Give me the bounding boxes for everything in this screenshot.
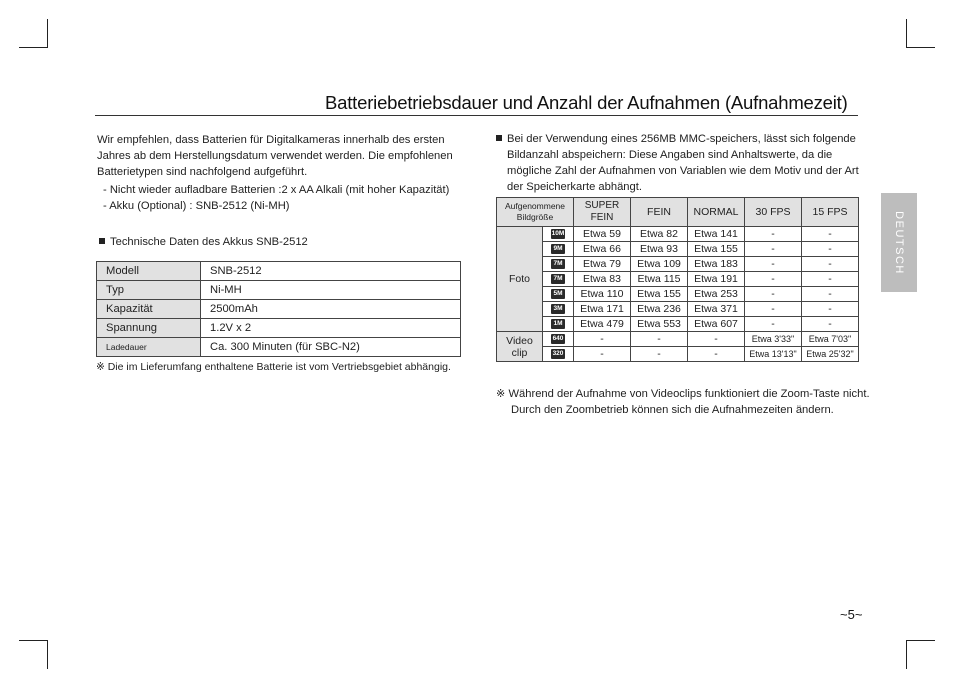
video-rows [497, 332, 859, 362]
spec-key: Modell [97, 262, 201, 281]
table-row [97, 338, 461, 357]
spec-key: Kapazität [97, 300, 201, 319]
capacity-cell: - [745, 272, 802, 287]
image-size-icon: 5M [551, 289, 565, 299]
table-row [97, 262, 461, 281]
right-intro-text: Bei der Verwendung eines 256MB MMC-speichers, lässt sich folgende [507, 133, 856, 145]
battery-types-list [103, 182, 449, 214]
capacity-cell: Etwa 79 [574, 257, 631, 272]
image-size-icon: 640 [552, 335, 564, 343]
table-row [97, 300, 461, 319]
recording-capacity-table [496, 197, 859, 362]
capacity-cell: - [802, 257, 859, 272]
capacity-cell: Etwa 155 [631, 287, 688, 302]
image-size-icon: 3M [551, 304, 565, 314]
table-row [497, 257, 859, 272]
bullet-square-icon [496, 135, 502, 141]
table-row [497, 227, 859, 242]
capacity-cell: Etwa 7'03" [802, 332, 859, 347]
capacity-cell: Etwa 115 [631, 272, 688, 287]
capacity-cell: Etwa 83 [574, 272, 631, 287]
capacity-cell: - [574, 347, 631, 362]
page-title: Batteriebetriebsdauer und Anzahl der Aufnahmen (Aufnahmezeit) [325, 92, 848, 113]
capacity-cell: Etwa 109 [631, 257, 688, 272]
header-30fps: 30 FPS [745, 198, 802, 227]
capacity-cell: Etwa 93 [631, 242, 688, 257]
table-header-row [497, 198, 859, 227]
spec-key: Typ [97, 281, 201, 300]
size-icon-cell [543, 332, 574, 347]
capacity-cell: Etwa 479 [574, 317, 631, 332]
capacity-cell: Etwa 155 [688, 242, 745, 257]
table-row [497, 332, 859, 347]
left-intro-line: Jahres ab dem Herstellungsdatum verwendet werden. Die empfohlenen [97, 150, 453, 162]
image-size-icon: 7M [551, 274, 565, 284]
language-side-tab-label: DEUTSCH [893, 210, 905, 275]
page-number: ~5~ [840, 607, 863, 622]
spec-value: 2500mAh [201, 300, 461, 319]
size-icon-cell [543, 227, 574, 242]
crop-mark-top-right-h [906, 47, 935, 48]
capacity-cell: Etwa 13'13" [745, 347, 802, 362]
capacity-cell: - [745, 242, 802, 257]
crop-mark-bottom-right-v [906, 640, 907, 669]
header-image-size: Aufgenommene Bildgröße [497, 198, 574, 227]
capacity-cell: - [688, 332, 745, 347]
spec-value: Ni-MH [201, 281, 461, 300]
crop-mark-top-left-h [19, 47, 48, 48]
crop-mark-bottom-right-h [906, 640, 935, 641]
video-note-line: ※ Während der Aufnahme von Videoclips funktioniert die Zoom-Taste nicht. [496, 388, 870, 400]
right-intro-line: mögliche Zahl der Aufnahmen von Variablen wie dem Motiv und der Art [507, 165, 859, 177]
table-row [497, 242, 859, 257]
capacity-cell: - [631, 332, 688, 347]
capacity-cell: Etwa 25'32" [802, 347, 859, 362]
size-icon-cell [543, 302, 574, 317]
size-icon-cell [543, 317, 574, 332]
right-intro [496, 131, 859, 195]
video-note-line: Durch den Zoombetrieb können sich die Aufnahmezeiten ändern. [511, 404, 834, 416]
size-icon-cell [543, 287, 574, 302]
video-group-label: Video clip [497, 332, 543, 362]
capacity-cell: Etwa 236 [631, 302, 688, 317]
crop-mark-top-left-v [47, 19, 48, 48]
battery-spec-table [96, 261, 461, 357]
capacity-cell: - [745, 317, 802, 332]
size-icon-cell [543, 257, 574, 272]
image-size-icon: 1M [551, 319, 565, 329]
capacity-cell: - [802, 272, 859, 287]
capacity-cell: Etwa 66 [574, 242, 631, 257]
battery-type-item: - Akku (Optional) : SNB-2512 (Ni-MH) [103, 200, 290, 212]
capacity-cell: Etwa 371 [688, 302, 745, 317]
left-footnote: ※ Die im Lieferumfang enthaltene Batterie ist vom Vertriebsgebiet abhängig. [96, 361, 451, 373]
right-intro-line [496, 131, 859, 147]
table-row [497, 317, 859, 332]
battery-type-item: - Nicht wieder aufladbare Batterien :2 x AA Alkali (mit hoher Kapazität) [103, 184, 450, 196]
spec-value: Ca. 300 Minuten (für SBC-N2) [201, 338, 461, 357]
capacity-cell: - [802, 242, 859, 257]
table-row [497, 287, 859, 302]
header-super-fein: SUPER FEIN [574, 198, 631, 227]
title-underline [95, 115, 858, 116]
header-normal: NORMAL [688, 198, 745, 227]
capacity-cell: Etwa 171 [574, 302, 631, 317]
capacity-cell: Etwa 607 [688, 317, 745, 332]
capacity-cell: Etwa 253 [688, 287, 745, 302]
image-size-icon: 320 [552, 350, 564, 358]
foto-rows [497, 227, 859, 332]
right-intro-line: der Speicherkarte abhängt. [507, 181, 642, 193]
capacity-cell: Etwa 141 [688, 227, 745, 242]
table-row [497, 302, 859, 317]
table-row [497, 347, 859, 362]
header-fein: FEIN [631, 198, 688, 227]
image-size-icon: 7M [551, 259, 565, 269]
language-side-tab [881, 193, 917, 292]
image-size-icon: 9M [551, 244, 565, 254]
capacity-cell: Etwa 3'33" [745, 332, 802, 347]
crop-mark-top-right-v [906, 19, 907, 48]
capacity-cell: - [802, 317, 859, 332]
table-row [97, 281, 461, 300]
spec-key: Spannung [97, 319, 201, 338]
capacity-cell: - [688, 347, 745, 362]
crop-mark-bottom-left-v [47, 640, 48, 669]
video-note [496, 386, 870, 418]
right-intro-line: Bildanzahl abspeichern: Diese Angaben sind Anhaltswerte, da die [507, 149, 833, 161]
size-icon-cell [543, 347, 574, 362]
left-intro-line: Wir empfehlen, dass Batterien für Digitalkameras innerhalb des ersten [97, 134, 445, 146]
table-row [497, 272, 859, 287]
crop-mark-bottom-left-h [19, 640, 48, 641]
capacity-cell: - [745, 287, 802, 302]
capacity-cell: Etwa 553 [631, 317, 688, 332]
size-icon-cell [543, 242, 574, 257]
capacity-cell: - [802, 227, 859, 242]
spec-heading [99, 234, 308, 250]
capacity-cell: - [745, 257, 802, 272]
capacity-cell: - [802, 302, 859, 317]
capacity-cell: Etwa 59 [574, 227, 631, 242]
capacity-cell: - [631, 347, 688, 362]
capacity-cell: Etwa 110 [574, 287, 631, 302]
capacity-cell: Etwa 191 [688, 272, 745, 287]
size-icon-cell [543, 272, 574, 287]
spec-heading-text: Technische Daten des Akkus SNB-2512 [110, 236, 308, 248]
capacity-cell: - [745, 227, 802, 242]
image-size-icon: 10M [551, 230, 565, 238]
spec-value: SNB-2512 [201, 262, 461, 281]
table-row [97, 319, 461, 338]
capacity-cell: - [745, 302, 802, 317]
capacity-cell: Etwa 82 [631, 227, 688, 242]
spec-value: 1.2V x 2 [201, 319, 461, 338]
left-intro-line: Batterietypen sind nachfolgend aufgeführt. [97, 166, 308, 178]
spec-key: Ladedauer [97, 338, 201, 357]
left-intro [97, 132, 453, 180]
bullet-square-icon [99, 238, 105, 244]
capacity-cell: - [574, 332, 631, 347]
header-15fps: 15 FPS [802, 198, 859, 227]
foto-group-label: Foto [497, 227, 543, 332]
capacity-cell: - [802, 287, 859, 302]
capacity-cell: Etwa 183 [688, 257, 745, 272]
